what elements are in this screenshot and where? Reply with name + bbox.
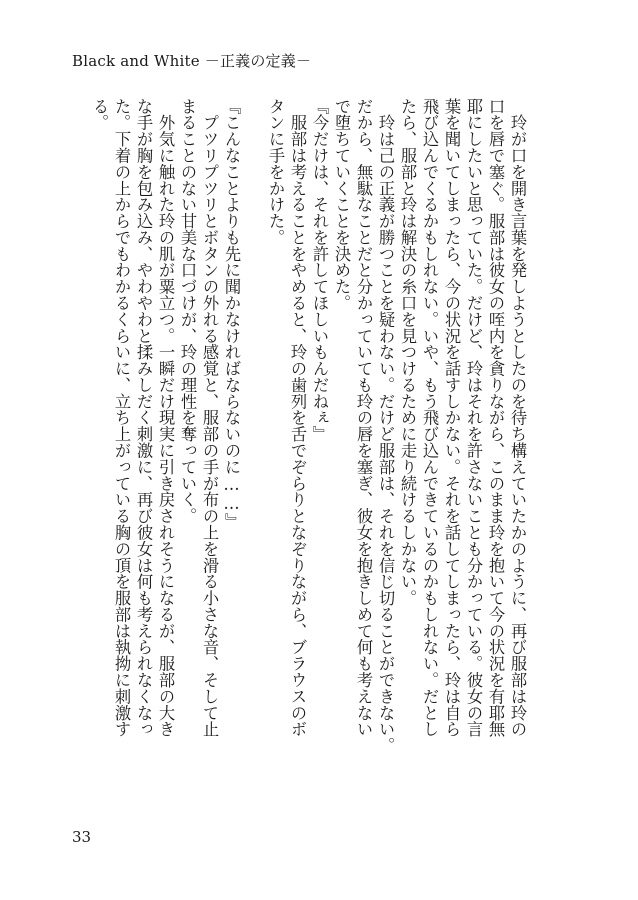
text-column-1: 玲が口を開き言葉を発しようとしたのを待ち構えていたかのように、再び服部は玲の — [508, 98, 527, 738]
text-column-15: プツリプツリとボタンの外れる感覚と、服部の手が布の上を滑る小さな音、そして止 — [200, 98, 219, 738]
text-column-12: タンに手をかけた。 — [266, 98, 285, 246]
text-column-14: 『こんなことよりも先に聞かなければならないのに……』 — [222, 98, 241, 530]
text-column-10: 『今だけは、それを許してほしいもんだねぇ』 — [310, 98, 329, 443]
text-column-7: 玲は己の正義が勝つことを疑わない。だけど服部は、それを信じ切ることができない。 — [376, 98, 395, 754]
text-column-18: な手が胸を包み込み、やわやわと揉みしだく刺激に、再び彼女は何も考えられなくなっ — [134, 98, 153, 738]
text-column-17: 外気に触れた玲の肌が粟立つ。一瞬だけ現実に引き戻されそうになるが、服部の大き — [156, 98, 175, 738]
blank-line-column — [242, 98, 264, 826]
text-column-2: 口を唇で塞ぐ。服部は彼女の咥内を貪りながら、このまま玲を抱いて今の状況を有耶無 — [486, 98, 505, 738]
text-column-11: 服部は考えることをやめると、玲の歯列を舌でぞらりとなぞりながら、ブラウスのボ — [288, 98, 307, 738]
text-column-19: た。下着の上からでもわかるくらいに、立ち上がっている胸の頂を服部は執拗に刺激す — [112, 98, 131, 738]
text-column-5: 飛び込んでくるかもしれない。いや、もう飛び込んできているのかもしれない。だとし — [420, 98, 439, 738]
page-number: 33 — [72, 828, 92, 846]
text-column-16: まることのない甘美な口づけが、玲の理性を奪っていく。 — [178, 98, 197, 525]
text-column-8: だから、無駄なことだと分かっていても玲の唇を塞ぎ、彼女を抱きしめて何も考えない — [354, 98, 373, 738]
text-column-9: で堕ちていくことを決めた。 — [332, 98, 351, 312]
text-column-20: る。 — [90, 98, 109, 131]
vertical-text-body — [66, 98, 528, 826]
text-column-3: 耶にしたいと思っていた。だけど、玲はそれを許さないことも分かっている。彼女の言 — [464, 98, 483, 738]
running-header: Black and White －正義の定義－ — [72, 52, 312, 70]
text-column-4: 葉を聞いてしまったら、今の状況を話すしかない。それを話してしまったら、玲は自ら — [442, 98, 461, 738]
text-column-6: たら、服部と玲は解決の糸口を見つけるために走り続けるしかない。 — [398, 98, 417, 607]
